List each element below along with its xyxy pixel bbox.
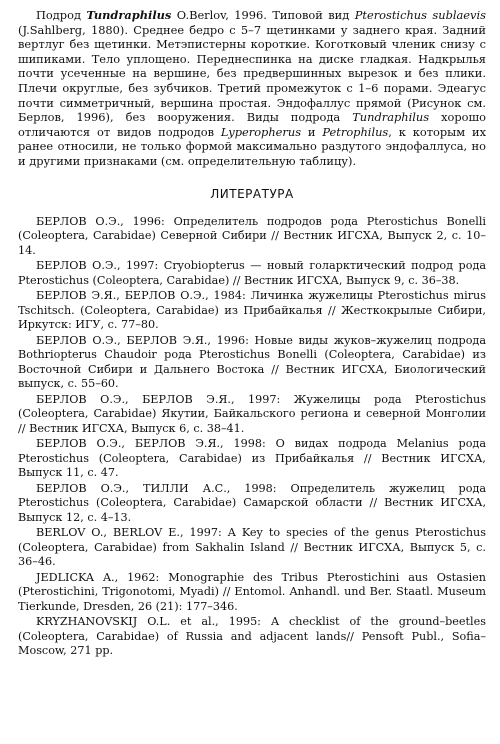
reference-item: БЕРЛОВ О.Э., БЕРЛОВ Э.Я., 1997: Жужелицы рода Pterostichus (Coleoptera, Carabidae) Якутии, Байкальского региона и северной Монголии // Вестник ИГСХА, Выпуск 6, с. 38–41.: [18, 392, 486, 435]
subgenus-name: Lyperopherus: [220, 124, 302, 139]
subgenus-name: Petrophilus: [322, 124, 389, 139]
reference-item: БЕРЛОВ Э.Я., БЕРЛОВ О.Э., 1984: Личинка жужелицы Pterostichus mirus Tschitsch. (Coleoptera, Carabidae) из Прибайкалья // Жесткокрылые Сибири, Иркутск: ИГУ, с. 77–80.: [18, 289, 486, 332]
reference-item: БЕРЛОВ О.Э., БЕРЛОВ Э.Я., 1998: О видах подрода Melanius рода Pterostichus (Coleoptera, Carabidae) из Прибайкалья // Вестник ИГСХА, Выпуск 11, с. 47.: [18, 437, 486, 480]
reference-item: БЕРЛОВ О.Э., 1997: Cryobiopterus — новый голарктический подрод рода Pterostichus (Coleoptera, Carabidae) // Вестник ИГСХА, Выпуск 9, с. 36–38.: [18, 259, 486, 287]
desc-text: (J.Sahlberg, 1880). Среднее бедро с 5–7 щетинками у заднего края. Задний вертлуг без щетинки. Метэпистерны короткие. Коготковый членик снизу с шипиками. Тело уплощено. Переднеспинка на диске гладкая. Надкрылья почти усеченные на вершине, без предвершинных вырезок и без плики. Плечи округлые, без зубчиков. Третий промежуток с 1–6 порами. Эдеагус почти симметричный, вершина простая. Эндофаллус прямой (Рисунок см. Берлов, 1996), без вооружения. Виды подрода: [18, 22, 486, 125]
literature-heading: ЛИТЕРАТУРА: [210, 186, 294, 201]
reference-item: БЕРЛОВ О.Э., ТИЛЛИ А.С., 1998: Определитель жужелиц рода Pterostichus (Coleoptera, Carabidae) Самарской области // Вестник ИГСХА, Выпуск 12, с. 4–13.: [18, 481, 486, 524]
reference-item: BERLOV O., BERLOV E., 1997: A Key to species of the genus Pterostichus (Coleoptera, Carabidae) from Sakhalin Island // Вестник ИГСХА, Выпуск 5, с. 36–46.: [18, 526, 486, 569]
desc-text: и: [301, 124, 323, 139]
subgenus-description: [18, 8, 486, 169]
desc-text: O.Berlov, 1996. Типовой вид: [171, 8, 355, 22]
reference-item: БЕРЛОВ О.Э., БЕРЛОВ Э.Я., 1996: Новые виды жуков–жужелиц подрода Bothriopterus Chaudoir рода Pterostichus Bonelli (Coleoptera, Carabidae) из Восточной Сибири и Дальнего Востока // Вестник ИГСХА, Биологический выпуск, с. 55–60.: [18, 333, 486, 391]
genus-name: Tundraphilus: [352, 110, 430, 125]
desc-text: Подрод: [36, 8, 87, 22]
desc-text: , к которым их ранее относили, не только формой максимально раздутого эндофаллуса, но и другими признаками (см. определительную таблицу).: [18, 124, 486, 168]
reference-item: БЕРЛОВ О.Э., 1996: Определитель подродов рода Pterostichus Bonelli (Coleoptera, Carabidae) Северной Сибири // Вестник ИГСХА, Выпуск 2, с. 10–14.: [18, 214, 486, 257]
reference-item: KRYZHANOVSKIJ O.L. et al., 1995: A checklist of the ground–beetles (Coleoptera, Carabidae) of Russia and adjacent lands// Pensoft Publ., Sofia–Moscow, 271 pp.: [18, 615, 486, 658]
desc-text: хорошо отличаются от видов подродов: [18, 110, 486, 139]
type-species-name: Pterostichus sublaevis: [354, 8, 486, 22]
genus-name: Tundraphilus: [86, 8, 172, 22]
reference-item: JEDLICKA A., 1962: Monographie des Tribus Pterostichini aus Ostasien (Pterostichini, Trigonotomi, Myadi) // Entomol. Anhandl. und Ber. Staatl. Museum Tierkunde, Dresden, 26 (21): 177–346.: [18, 570, 486, 613]
reference-list: [18, 215, 486, 659]
